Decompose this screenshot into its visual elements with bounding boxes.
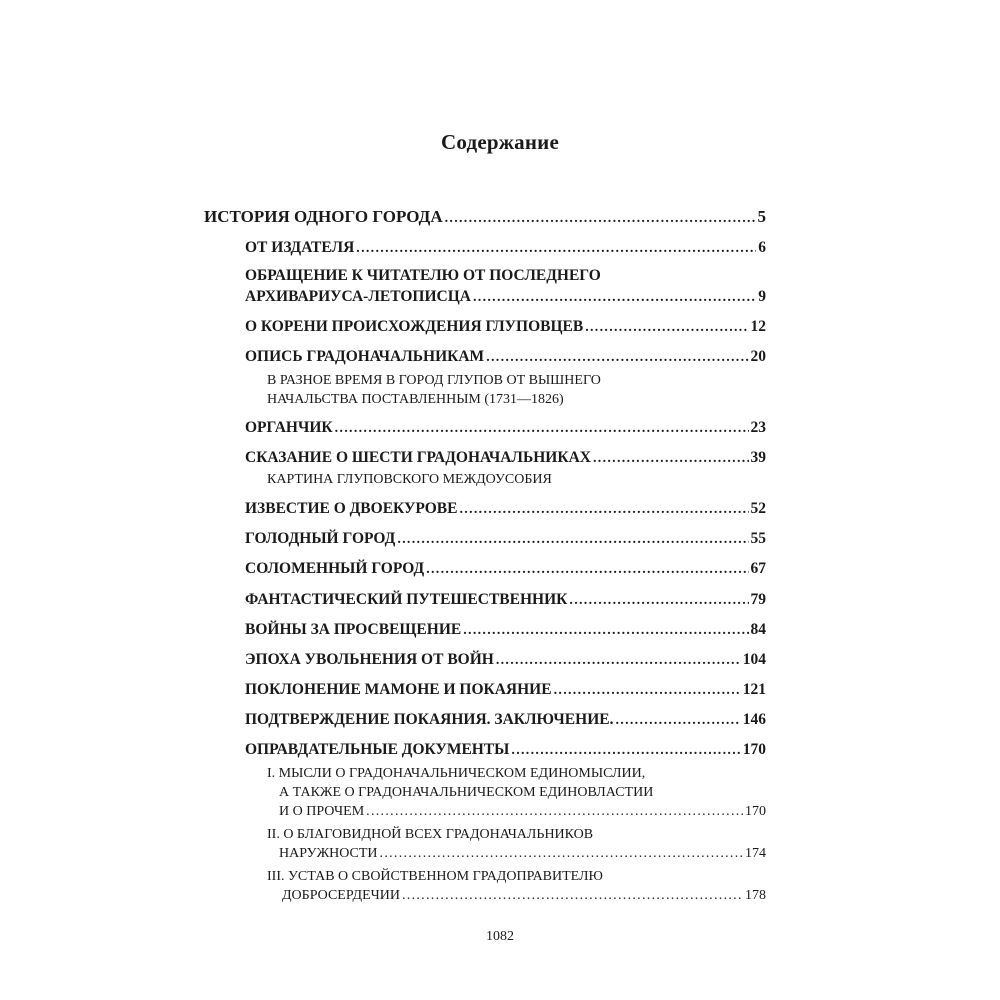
toc-entry-label: ВОЙНЫ ЗА ПРОСВЕЩЕНИЕ xyxy=(245,621,462,638)
toc-entry-label: ФАНТАСТИЧЕСКИЙ ПУТЕШЕСТВЕННИК xyxy=(245,591,568,608)
toc-document-line: II. О БЛАГОВИДНОЙ ВСЕХ ГРАДОНАЧАЛЬНИКОВ xyxy=(267,827,594,842)
toc-entry[interactable] xyxy=(245,681,766,699)
toc-entry-page: 67 xyxy=(750,560,766,577)
leader-dots xyxy=(569,593,748,609)
toc-entry[interactable] xyxy=(245,651,766,669)
toc-entry-page: 52 xyxy=(750,500,766,517)
toc-entry-label: О КОРЕНИ ПРОИСХОЖДЕНИЯ ГЛУПОВЦЕВ xyxy=(245,318,584,335)
toc-entry-label-line: ОБРАЩЕНИЕ К ЧИТАТЕЛЮ ОТ ПОСЛЕДНЕГО xyxy=(245,267,601,284)
leader-dots xyxy=(459,502,748,518)
toc-entry-label: ОПРАВДАТЕЛЬНЫЕ ДОКУМЕНТЫ xyxy=(245,741,510,758)
leader-dots xyxy=(511,743,740,759)
leader-dots xyxy=(473,290,756,306)
toc-document-entry[interactable] xyxy=(279,846,766,862)
toc-subtitle-line: В РАЗНОЕ ВРЕМЯ В ГОРОД ГЛУПОВ ОТ ВЫШНЕГО xyxy=(267,373,601,388)
toc-entry-label: И О ПРОЧЕМ xyxy=(279,804,365,819)
toc-entry-page: 84 xyxy=(750,621,766,638)
page-title: Содержание xyxy=(441,130,559,154)
toc-entry[interactable] xyxy=(245,741,766,759)
toc-entry[interactable] xyxy=(245,419,766,437)
toc-entry-label: ДОБРОСЕРДЕЧИИ xyxy=(282,888,400,903)
toc-entry-page: 174 xyxy=(745,846,766,861)
toc-entry-page: 20 xyxy=(750,348,766,365)
leader-dots xyxy=(615,713,740,729)
toc-entry-label: НАРУЖНОСТИ xyxy=(279,846,378,861)
toc-entry-page: 170 xyxy=(745,804,766,819)
toc-entry-label: ОРГАНЧИК xyxy=(245,419,333,436)
toc-subtitle-line: КАРТИНА ГЛУПОВСКОГО МЕЖДОУСОБИЯ xyxy=(267,472,552,487)
toc-entry[interactable] xyxy=(245,348,766,366)
page-number: 1082 xyxy=(486,929,514,944)
toc-entry-label: ОТ ИЗДАТЕЛЯ xyxy=(245,239,355,256)
toc-entry-page: 121 xyxy=(742,681,766,698)
toc-entry-page: 39 xyxy=(750,449,766,466)
toc-entry-label: СОЛОМЕННЫЙ ГОРОД xyxy=(245,560,425,577)
toc-entry-page: 55 xyxy=(750,530,766,547)
toc-entry-label: ИЗВЕСТИЕ О ДВОЕКУРОВЕ xyxy=(245,500,458,517)
toc-entry-label: ИСТОРИЯ ОДНОГО ГОРОДА xyxy=(204,207,443,226)
leader-dots xyxy=(426,562,748,578)
toc-entry-page: 170 xyxy=(742,741,766,758)
leader-dots xyxy=(366,804,743,820)
toc-entry[interactable] xyxy=(245,318,766,336)
toc-entry-label: ЭПОХА УВОЛЬНЕНИЯ ОТ ВОЙН xyxy=(245,651,494,668)
toc-entry-page: 23 xyxy=(750,419,766,436)
toc-entry-page: 6 xyxy=(758,239,766,256)
toc-entry[interactable] xyxy=(245,621,766,639)
toc-document-entry[interactable] xyxy=(279,804,766,820)
toc-entry[interactable] xyxy=(245,288,766,306)
leader-dots xyxy=(335,421,749,437)
toc-entry-page: 5 xyxy=(757,207,766,226)
toc-document-line: А ТАКЖЕ О ГРАДОНАЧАЛЬНИЧЕСКОМ ЕДИНОВЛАСТИИ xyxy=(279,785,654,800)
toc-entry-label: ГОЛОДНЫЙ ГОРОД xyxy=(245,530,396,547)
leader-dots xyxy=(554,683,741,699)
toc-entry-page: 12 xyxy=(750,318,766,335)
toc-entry[interactable] xyxy=(245,591,766,609)
leader-dots xyxy=(397,532,748,548)
toc-entry[interactable] xyxy=(204,207,766,227)
toc-document-line: III. УСТАВ О СВОЙСТВЕННОМ ГРАДОПРАВИТЕЛЮ xyxy=(267,869,603,884)
toc-entry[interactable] xyxy=(245,239,766,257)
leader-dots xyxy=(593,451,749,467)
leader-dots xyxy=(445,211,756,227)
toc-entry-page: 79 xyxy=(750,591,766,608)
toc-document-line: I. МЫСЛИ О ГРАДОНАЧАЛЬНИЧЕСКОМ ЕДИНОМЫСЛИИ, xyxy=(267,766,646,781)
toc-document-entry[interactable] xyxy=(282,888,766,904)
toc-entry[interactable] xyxy=(245,500,766,518)
leader-dots xyxy=(402,888,743,904)
toc-entry[interactable] xyxy=(245,449,766,467)
toc-entry[interactable] xyxy=(245,711,766,729)
toc-subtitle-line: НАЧАЛЬСТВА ПОСТАВЛЕННЫМ (1731—1826) xyxy=(267,392,564,407)
toc-entry-label: АРХИВАРИУСА-ЛЕТОПИСЦА xyxy=(245,288,471,305)
leader-dots xyxy=(585,320,748,336)
leader-dots xyxy=(486,350,748,366)
leader-dots xyxy=(463,623,748,639)
toc-entry-page: 9 xyxy=(758,288,766,305)
toc-entry-label: ПОДТВЕРЖДЕНИЕ ПОКАЯНИЯ. ЗАКЛЮЧЕНИЕ. xyxy=(245,711,614,728)
leader-dots xyxy=(380,846,743,862)
toc-entry-page: 146 xyxy=(742,711,766,728)
toc-entry[interactable] xyxy=(245,560,766,578)
toc-entry[interactable] xyxy=(245,530,766,548)
toc-entry-label: СКАЗАНИЕ О ШЕСТИ ГРАДОНАЧАЛЬНИКАХ xyxy=(245,449,591,466)
toc-entry-page: 104 xyxy=(742,651,766,668)
toc-entry-page: 178 xyxy=(745,888,766,903)
leader-dots xyxy=(356,241,756,257)
toc-entry-label: ОПИСЬ ГРАДОНАЧАЛЬНИКАМ xyxy=(245,348,485,365)
leader-dots xyxy=(496,653,741,669)
toc-entry-label: ПОКЛОНЕНИЕ МАМОНЕ И ПОКАЯНИЕ xyxy=(245,681,552,698)
